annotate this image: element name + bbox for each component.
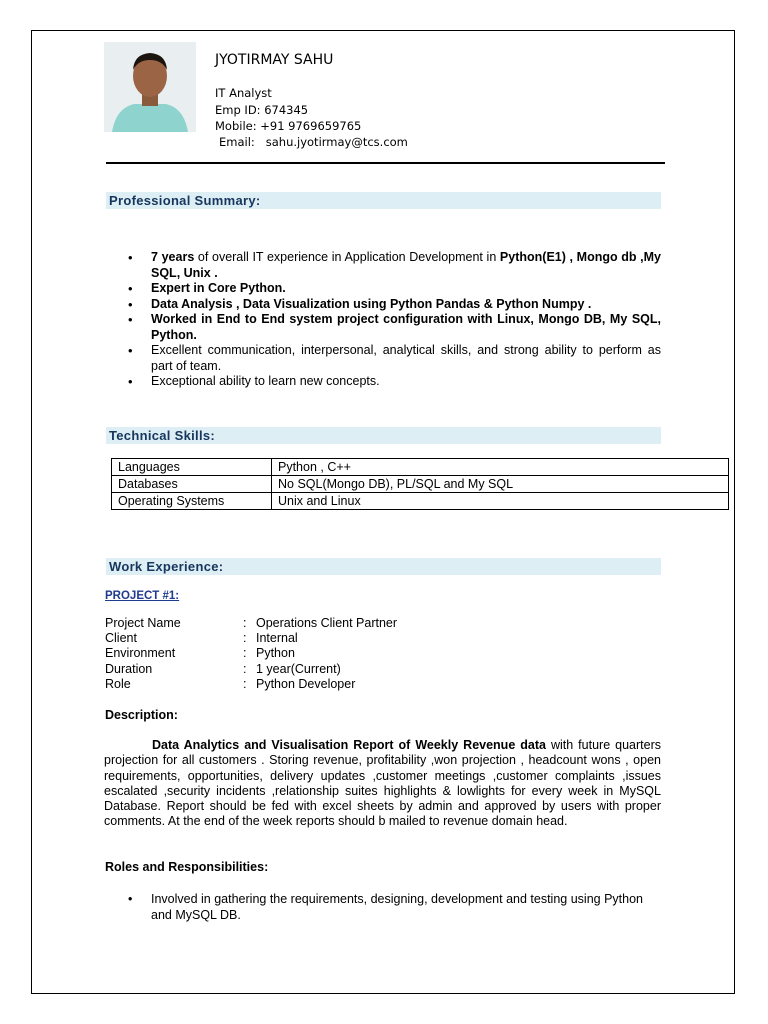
- section-title: Professional Summary:: [109, 193, 261, 208]
- page-border: [31, 30, 735, 994]
- section-work-experience: [106, 558, 661, 575]
- table-cell: Unix and Linux: [272, 493, 729, 510]
- list-item: • Worked in End to End system project configuration with Linux, Mongo DB, My SQL, Python.: [128, 312, 661, 343]
- table-cell: Languages: [112, 459, 272, 476]
- table-row: [112, 459, 729, 476]
- list-item: • Expert in Core Python.: [128, 281, 661, 297]
- candidate-name: JYOTIRMAY SAHU: [215, 52, 334, 68]
- skills-table: [111, 458, 729, 510]
- section-title: Technical Skills:: [109, 428, 216, 443]
- description-heading: Description:: [105, 708, 178, 722]
- section-title: Work Experience:: [109, 559, 224, 574]
- project-label: PROJECT #1:: [105, 590, 180, 602]
- list-item: • Exceptional ability to learn new concepts.: [128, 374, 661, 390]
- project-description: Data Analytics and Visualisation Report of Weekly Revenue data with future quarters projection for all customers . Storing revenue, profitability ,won projection , headcount wons , open requirements, opportunities, delivery updates ,customer meetings ,customer complaints ,issues escalated ,security incidents ,relationship suites highlights & lowlights for every week in MySQL Database. Report should be fed with excel sheets by admin and approved by users with proper comments. At the end of the week reports should b mailed to revenue domain head.: [104, 738, 661, 829]
- roles-heading: Roles and Responsibilities:: [105, 860, 269, 874]
- list-item: • Data Analysis , Data Visualization using Python Pandas & Python Numpy .: [128, 297, 661, 313]
- summary-list: [128, 250, 661, 390]
- table-cell: No SQL(Mongo DB), PL/SQL and My SQL: [272, 476, 729, 493]
- roles-list: [128, 892, 661, 923]
- list-item: • Involved in gathering the requirements, designing, development and testing using Python and MySQL DB.: [128, 892, 661, 923]
- designation: IT Analyst: [215, 86, 272, 100]
- table-cell: Operating Systems: [112, 493, 272, 510]
- list-item: • 7 years of overall IT experience in Application Development in Python(E1) , Mongo db ,My SQL, Unix .: [128, 250, 661, 281]
- list-item: • Excellent communication, interpersonal, analytical skills, and strong ability to perform as part of team.: [128, 343, 661, 374]
- section-professional-summary: [106, 192, 661, 209]
- table-cell: Python , C++: [272, 459, 729, 476]
- mobile-number: Mobile: +91 9769659765: [215, 119, 362, 133]
- table-row: [112, 476, 729, 493]
- employee-id: Emp ID: 674345: [215, 103, 309, 117]
- header-divider: [106, 162, 665, 164]
- table-row: [112, 493, 729, 510]
- profile-photo: [104, 42, 196, 132]
- section-technical-skills: [106, 427, 661, 444]
- email-address: Email: sahu.jyotirmay@tcs.com: [219, 135, 408, 149]
- table-cell: Databases: [112, 476, 272, 493]
